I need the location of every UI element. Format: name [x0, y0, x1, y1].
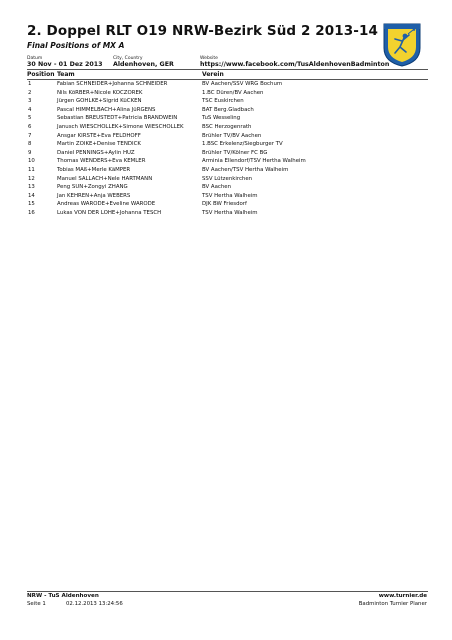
row-club: BV Aachen/SSV WRG Bochum [202, 81, 283, 87]
row-team: Lukas VON DER LOHE+Johanna TESCH [57, 209, 162, 216]
table-row [0, 176, 452, 185]
row-position: 6 [28, 123, 32, 130]
table-row [0, 158, 452, 167]
row-position: 5 [28, 115, 32, 122]
header-divider [27, 69, 428, 70]
table-row [0, 98, 452, 107]
date-value: 30 Nov - 01 Dez 2013 [27, 61, 103, 68]
row-club: TSV Hertha Walheim [202, 192, 258, 199]
row-club: TSC Euskirchen [202, 98, 244, 105]
row-club: 1.BSC Erkelenz/Siegburger TV [202, 141, 283, 148]
row-position: 12 [28, 175, 35, 182]
city-label: City, Country [113, 56, 143, 61]
row-club: SSV Lützenkirchen [202, 175, 253, 182]
table-header-divider [27, 79, 428, 80]
table-row [0, 210, 452, 219]
footer-software: Badminton Turnier Planer [358, 601, 427, 607]
table-row [0, 133, 452, 142]
page-title: 2. Doppel RLT O19 NRW-Bezirk Süd 2 2013-14 [27, 23, 378, 39]
row-position: 1 [28, 81, 32, 87]
row-position: 15 [28, 201, 35, 208]
row-position: 11 [28, 166, 35, 173]
row-team: Jürgen GOHLKE+Sigrid KüCKEN [57, 98, 142, 105]
row-club: Brühler TV/BV Aachen [202, 132, 262, 139]
table-row [0, 90, 452, 99]
row-position: 4 [28, 106, 32, 113]
row-team: Martin ZOIKE+Denise TENDICK [57, 141, 141, 148]
row-position: 3 [28, 98, 32, 105]
row-position: 7 [28, 132, 32, 139]
city-value: Aldenhoven, GER [113, 61, 174, 68]
row-position: 9 [28, 149, 32, 156]
row-team: Tobias MAß+Merle KäMPER [57, 166, 131, 173]
row-position: 2 [28, 89, 32, 96]
website-label: Website [200, 56, 218, 61]
footer-print-date: 02.12.2013 13:24:56 [66, 601, 123, 607]
footer-page-number: Seite 1 [27, 601, 46, 607]
row-club: DJK BW Friesdorf [202, 201, 247, 208]
row-team: Thomas WENDERS+Eva KEMLER [57, 158, 146, 165]
row-team: Daniel PENNINGS+Aylin HUZ [57, 149, 135, 156]
website-link[interactable]: https://www.facebook.com/TusAldenhovenBadminton [200, 61, 390, 68]
row-team: Peng SUN+Zongyi ZHANG [57, 184, 128, 191]
row-club: Arminia Ellendorf/TSV Hertha Walheim [202, 158, 306, 165]
row-club: BV Aachen/TSV Hertha Walheim [202, 166, 289, 173]
table-row [0, 150, 452, 159]
table-row [0, 184, 452, 193]
table-row [0, 167, 452, 176]
column-header-team: Team [57, 71, 75, 78]
footer-site-link[interactable]: www.turnier.de [378, 593, 427, 599]
row-club: Brühler TV/Kölner FC BG [202, 149, 268, 156]
footer-organizer: NRW - TuS Aldenhoven [27, 593, 99, 599]
row-team: Jan KEHREN+Anja WEBERS [57, 192, 131, 199]
row-team: Fabian SCHNEIDER+Johanna SCHNEIDER [57, 81, 168, 87]
table-row [0, 124, 452, 133]
row-position: 16 [28, 209, 35, 216]
row-team: Pascal HIMMELBACH+Alina JüRGENS [57, 106, 156, 113]
row-team: Andreas WARODE+Eveline WARODE [57, 201, 156, 208]
row-position: 14 [28, 192, 35, 199]
results-table [0, 81, 452, 219]
table-row [0, 201, 452, 210]
row-club: 1.BC Düren/BV Aachen [202, 89, 264, 96]
column-header-club: Verein [202, 71, 224, 78]
row-club: BSC Herzogenrath [202, 123, 252, 130]
row-position: 8 [28, 141, 32, 148]
table-row [0, 81, 452, 90]
row-position: 13 [28, 184, 35, 191]
row-team: Janusch WIESCHOLLEK+Simone WIESCHOLLEK [57, 123, 184, 130]
date-label: Datum [27, 56, 43, 61]
table-row [0, 115, 452, 124]
row-club: TSV Hertha Walheim [202, 209, 258, 216]
row-team: Manuel SALLACH+Nele HARTMANN [57, 175, 153, 182]
table-row [0, 141, 452, 150]
row-club: BAT Berg.Gladbach [202, 106, 254, 113]
row-position: 10 [28, 158, 35, 165]
row-club: BV Aachen [202, 184, 232, 191]
footer-divider [27, 591, 428, 592]
table-row [0, 193, 452, 202]
page-subtitle: Final Positions of MX A [27, 41, 125, 50]
row-team: Nils KöRBER+Nicole KOCZOREK [57, 89, 143, 96]
row-club: TuS Wesseling [202, 115, 241, 122]
column-header-position: Position [27, 71, 55, 78]
row-team: Sebastian BREUSTEDT+Patricia BRANDWEIN [57, 115, 178, 122]
table-row [0, 107, 452, 116]
row-team: Ansgar KIRSTE+Eva FELDHOFF [57, 132, 141, 139]
